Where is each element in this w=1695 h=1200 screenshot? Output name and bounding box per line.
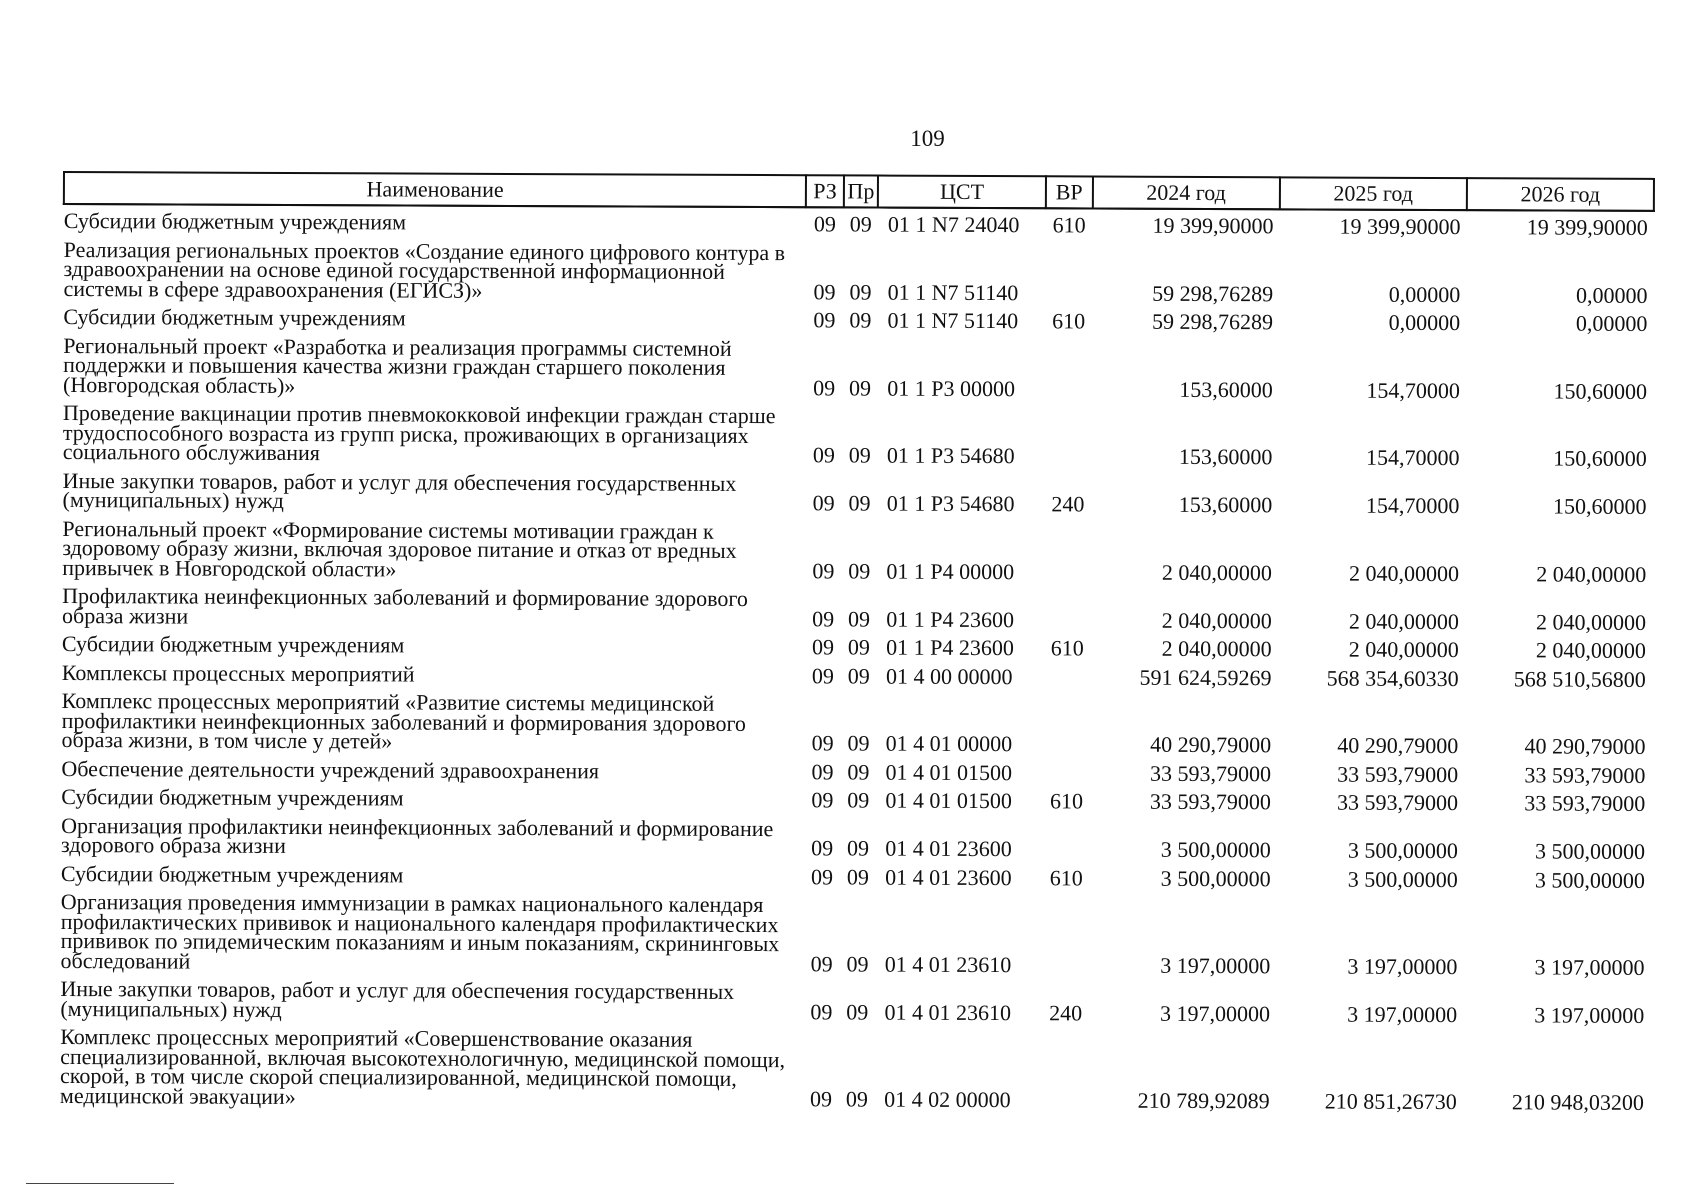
footer-divider: [26, 1183, 174, 1184]
row-name-text: Субсидии бюджетным учреждениям: [63, 304, 406, 331]
cell-cst: 01 4 01 23600: [885, 864, 1012, 890]
table-row: [61, 809, 1651, 864]
cell-2026: 3 500,00000: [1534, 838, 1646, 864]
table-row: [63, 234, 1653, 308]
cell-name: [63, 397, 806, 468]
cell-2024: 3 500,00000: [1160, 836, 1271, 863]
cell-pr: 09: [846, 863, 869, 890]
header-rz: РЗ: [806, 175, 844, 207]
cell-pr: 09: [849, 374, 872, 401]
cell-vr: 610: [1050, 788, 1084, 814]
cell-rz: 09: [811, 730, 834, 756]
cell-pr: 09: [847, 787, 870, 813]
row-name-text: Комплексы процессных мероприятий: [61, 659, 415, 687]
row-name-text: Обеспечение деятельности учреждений здравоохранения: [61, 755, 600, 783]
header-2024: 2024 год: [1092, 176, 1279, 209]
row-name-text: Иные закупки товаров, работ и услуг для обеспечения государственных (муниципальных) нужд: [60, 975, 735, 1022]
cell-2026: 33 593,79000: [1524, 761, 1646, 788]
cell-2026: 150,60000: [1552, 493, 1647, 519]
budget-table: [59, 171, 1655, 1115]
table-row: [60, 973, 1650, 1028]
cell-cst: 01 1 P3 00000: [887, 375, 1016, 401]
cell-cst: 01 1 P4 23600: [886, 606, 1015, 632]
table-row: [60, 1021, 1650, 1115]
cell-name: [62, 656, 805, 688]
cell-2026: 40 290,79000: [1524, 733, 1646, 759]
cell-cst: 01 4 01 23610: [884, 999, 1012, 1025]
row-name-text: Комплекс процессных мероприятий «Развитие системы медицинской профилактики неинфекционных заболеваний и формирования здорового образа жизни, в том числе у детей»: [61, 687, 747, 754]
cell-name: [62, 628, 805, 660]
cell-2026: 0,00000: [1575, 310, 1648, 336]
cell-cst: 01 1 N7 51140: [887, 307, 1019, 334]
cell-rz: 09: [813, 307, 836, 333]
table-row: [61, 685, 1651, 759]
table-row: [61, 886, 1651, 980]
header-cst: ЦСТ: [878, 176, 1046, 209]
header-2025: 2025 год: [1280, 177, 1467, 210]
cell-rz: 09: [811, 787, 834, 813]
row-name-text: Субсидии бюджетным учреждениям: [60, 860, 404, 887]
cell-2025: 3 197,00000: [1347, 1001, 1458, 1027]
cell-2026: 19 399,90000: [1526, 214, 1648, 240]
cell-pr: 09: [845, 1085, 869, 1112]
cell-2024: 40 290,79000: [1150, 731, 1272, 758]
cell-vr: 240: [1049, 999, 1083, 1025]
cell-rz: 09: [813, 211, 836, 237]
cell-rz: 09: [811, 835, 834, 861]
table-row: [62, 580, 1652, 635]
cell-2026: 33 593,79000: [1524, 790, 1646, 816]
cell-cst: 01 4 01 23610: [884, 951, 1012, 977]
cell-2025: 568 354,60330: [1326, 665, 1459, 691]
cell-vr: 610: [1052, 308, 1086, 334]
cell-2025: 33 593,79000: [1337, 789, 1459, 816]
cell-rz: 09: [813, 374, 836, 400]
cell-pr: 09: [846, 950, 869, 977]
row-name-text: Региональный проект «Разработка и реализация программы системной поддержки и повышения качества жизни граждан старшего поколения (Новгородская область)»: [63, 332, 732, 398]
cell-pr: 09: [847, 730, 870, 756]
cell-pr: 09: [848, 605, 871, 632]
cell-rz: 09: [811, 634, 835, 660]
row-name-text: Комплекс процессных мероприятий «Совершенствование оказания специализированной, включая высокотехнологичную, медицинской помощи, скорой, в том числе скорой специализированной, медицинской помощи, медицинской эвакуации»: [59, 1023, 786, 1109]
cell-pr: 09: [846, 998, 869, 1025]
table-row: [63, 397, 1653, 471]
cell-name: [61, 752, 804, 784]
cell-rz: 09: [813, 278, 836, 304]
cell-2024: 59 298,76289: [1152, 308, 1274, 335]
cell-2025: 3 197,00000: [1347, 953, 1458, 979]
cell-vr: [1046, 238, 1093, 306]
cell-2026: 150,60000: [1553, 378, 1648, 404]
cell-name: [63, 330, 806, 401]
budget-table-wrapper: [59, 171, 1655, 1115]
cell-2024: 591 624,59269: [1139, 664, 1272, 690]
cell-vr: [1042, 1025, 1089, 1112]
cell-2025: 210 851,26730: [1324, 1088, 1457, 1114]
cell-2026: 2 040,00000: [1535, 637, 1646, 663]
cell-vr: 610: [1052, 212, 1086, 238]
cell-2025: 0,00000: [1388, 309, 1461, 336]
cell-2024: 153,60000: [1179, 376, 1273, 402]
cell-2024: 2 040,00000: [1161, 635, 1272, 662]
cell-2026: 2 040,00000: [1536, 560, 1647, 587]
cell-vr: 610: [1049, 864, 1083, 890]
cell-2026: 0,00000: [1575, 282, 1648, 308]
cell-name: [62, 513, 805, 584]
cell-2024: 19 399,90000: [1152, 212, 1274, 239]
cell-2026: 3 197,00000: [1534, 953, 1645, 980]
cell-cst: 01 4 01 01500: [885, 759, 1013, 785]
cell-pr: 09: [847, 662, 870, 689]
cell-name: [61, 781, 804, 813]
cell-name: [61, 809, 804, 860]
row-name-text: Реализация региональных проектов «Создание единого цифрового контура в здравоохранении на основе единой государственной информационной системы в сфере здравоохранения (ЕГИСЗ)»: [63, 236, 786, 303]
cell-cst: 01 1 P4 00000: [886, 558, 1015, 584]
cell-name: [63, 465, 806, 516]
cell-pr: 09: [848, 490, 871, 516]
header-vr: ВР: [1046, 176, 1093, 208]
cell-2024: 3 500,00000: [1160, 865, 1271, 891]
table-row: [63, 465, 1653, 520]
cell-2025: 3 500,00000: [1347, 837, 1458, 864]
cell-vr: [1043, 814, 1090, 862]
cell-name: [63, 234, 806, 305]
cell-cst: 01 4 01 01500: [885, 787, 1013, 814]
cell-vr: [1044, 689, 1091, 757]
row-name-text: Профилактика неинфекционных заболеваний и формирование здорового образа жизни: [62, 583, 748, 629]
cell-name: [63, 301, 806, 333]
cell-2024: 153,60000: [1178, 491, 1273, 518]
row-name-text: Иные закупки товаров, работ и услуг для обеспечения государственных (муниципальных) нужд: [62, 467, 737, 513]
page-number: 109: [910, 126, 945, 151]
row-name-text: Субсидии бюджетным учреждениям: [61, 631, 405, 658]
cell-vr: [1045, 334, 1092, 402]
cell-name: [60, 1021, 803, 1111]
cell-rz: 09: [812, 442, 835, 468]
cell-cst: 01 1 P4 23600: [886, 634, 1014, 661]
cell-2025: 154,70000: [1366, 377, 1460, 403]
cell-2026: 210 948,03200: [1511, 1088, 1645, 1115]
cell-rz: 09: [810, 998, 833, 1024]
cell-2026: 3 197,00000: [1534, 1001, 1645, 1028]
cell-vr: 240: [1051, 491, 1085, 517]
cell-pr: 09: [849, 278, 872, 305]
cell-cst: 01 4 02 00000: [884, 1086, 1011, 1112]
cell-vr: 610: [1050, 635, 1084, 661]
cell-rz: 09: [812, 557, 835, 583]
header-name: Наименование: [64, 172, 807, 207]
cell-2024: 33 593,79000: [1149, 788, 1272, 815]
cell-vr: [1043, 890, 1090, 977]
cell-rz: 09: [810, 950, 833, 976]
cell-pr: 09: [846, 835, 870, 861]
cell-rz: 09: [812, 605, 835, 631]
cell-rz: 09: [812, 490, 835, 516]
row-name-text: Организация профилактики неинфекционных заболеваний и формирование здорового образа жизни: [61, 812, 774, 858]
cell-2024: 2 040,00000: [1161, 607, 1272, 633]
cell-2025: 2 040,00000: [1348, 608, 1459, 634]
cell-vr: [1044, 584, 1091, 632]
cell-2025: 40 290,79000: [1337, 732, 1459, 759]
cell-rz: 09: [811, 662, 834, 688]
cell-name: [61, 685, 804, 756]
table-row: [63, 330, 1653, 404]
cell-pr: 09: [848, 557, 871, 584]
cell-name: [62, 580, 805, 631]
cell-rz: 09: [810, 863, 834, 889]
cell-2025: 2 040,00000: [1349, 560, 1460, 586]
cell-pr: 09: [847, 758, 870, 785]
cell-name: [61, 886, 804, 976]
cell-rz: 09: [811, 758, 834, 784]
cell-pr: 09: [849, 307, 872, 333]
cell-vr: [1045, 401, 1092, 469]
cell-name: [61, 857, 804, 889]
cell-vr: [1044, 517, 1091, 585]
cell-2024: 2 040,00000: [1161, 559, 1273, 585]
row-name-text: Региональный проект «Формирование системы мотивации граждан к здоровому образу жизни, включая здоровое питание и отказ от вредных привычек в Новгородской области»: [62, 515, 737, 581]
cell-2025: 3 500,00000: [1347, 866, 1458, 892]
cell-cst: 01 1 P3 54680: [886, 490, 1015, 517]
table-body: [60, 204, 1654, 1115]
cell-pr: 09: [849, 211, 872, 237]
cell-2025: 0,00000: [1388, 281, 1461, 307]
cell-pr: 09: [848, 442, 871, 468]
cell-name: [64, 204, 807, 237]
cell-2025: 154,70000: [1365, 492, 1460, 519]
header-pr: Пр: [844, 175, 879, 207]
cell-2026: 2 040,00000: [1535, 608, 1647, 635]
row-name-text: Субсидии бюджетным учреждениям: [63, 208, 407, 235]
cell-2026: 3 500,00000: [1534, 866, 1645, 893]
cell-cst: 01 1 P3 54680: [886, 442, 1015, 469]
header-2026: 2026 год: [1467, 178, 1654, 211]
cell-2024: 3 197,00000: [1160, 952, 1271, 978]
cell-cst: 01 1 N7 51140: [887, 279, 1019, 305]
cell-2024: 3 197,00000: [1159, 1000, 1271, 1026]
cell-2024: 59 298,76289: [1152, 280, 1274, 306]
cell-vr: [1043, 757, 1090, 786]
cell-2024: 210 789,92089: [1137, 1087, 1270, 1113]
cell-2025: 2 040,00000: [1348, 636, 1459, 663]
cell-name: [60, 973, 803, 1024]
cell-pr: 09: [847, 634, 870, 660]
row-name-text: Проведение вакцинации против пневмококковой инфекции граждан старше трудоспособного возраста из групп риска, проживающих в организациях социального обслуживания: [62, 400, 776, 466]
cell-2025: 33 593,79000: [1337, 761, 1459, 787]
cell-rz: 09: [810, 1085, 833, 1111]
cell-2024: 33 593,79000: [1150, 760, 1272, 786]
cell-cst: 01 4 01 00000: [885, 730, 1013, 757]
cell-cst: 01 4 00 00000: [885, 663, 1013, 689]
row-name-text: Организация проведения иммунизации в рамках национального календаря профилактических прививок и национального календаря профилактических прививок по эпидемическим показаниям и иным показаниям, скрининговых обследований: [60, 888, 780, 974]
cell-2024: 153,60000: [1178, 443, 1273, 470]
cell-2026: 568 510,56800: [1513, 665, 1646, 692]
cell-2026: 150,60000: [1553, 445, 1647, 471]
cell-cst: 01 4 01 23600: [885, 835, 1012, 862]
row-name-text: Субсидии бюджетным учреждениям: [61, 783, 404, 811]
cell-vr: [1044, 661, 1091, 690]
cell-cst: 01 1 N7 24040: [887, 211, 1020, 238]
cell-2025: 154,70000: [1366, 444, 1460, 471]
cell-2025: 19 399,90000: [1339, 213, 1461, 240]
table-row: [62, 513, 1652, 587]
